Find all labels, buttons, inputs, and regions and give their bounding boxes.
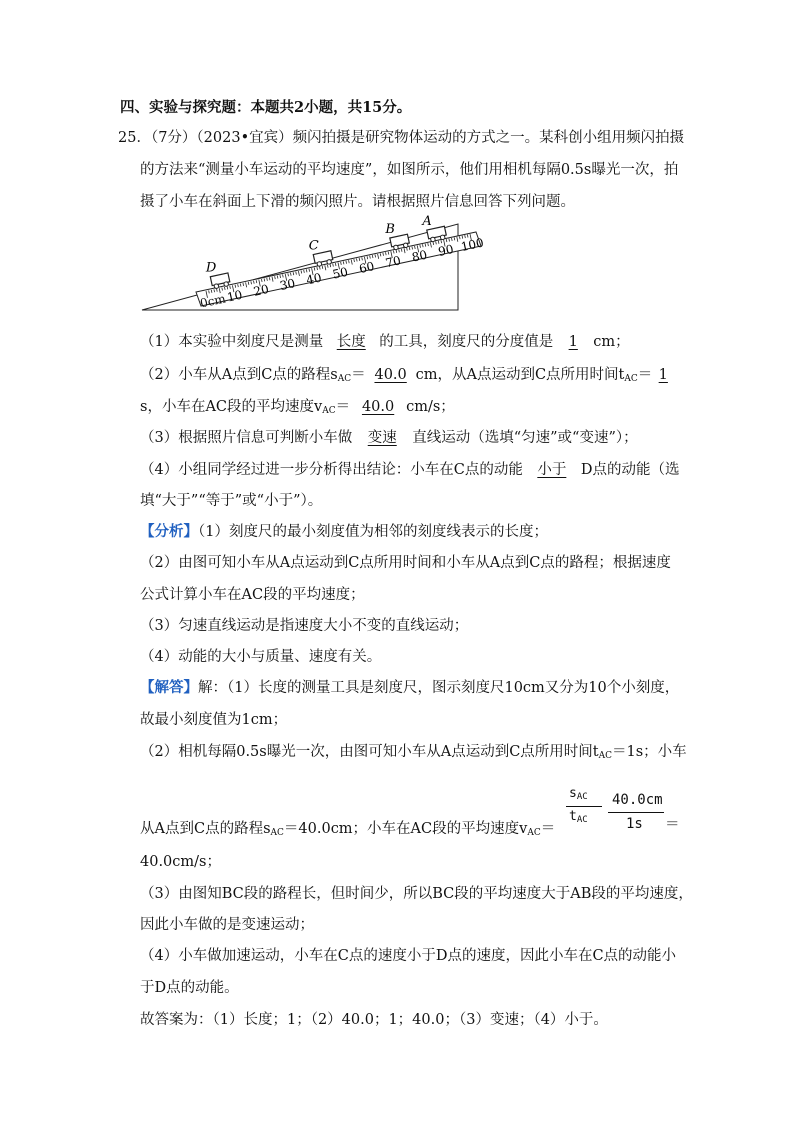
answer-blank-length: 长度: [336, 334, 366, 350]
answer-blank-speed: 40.0: [361, 399, 395, 415]
fraction-numerator-symbol: $s_{AC}$: [569, 786, 588, 802]
answer-line-9: 于D点的动能。: [140, 980, 239, 996]
ruler-label: 20: [252, 281, 271, 299]
sub-question-4: （4）小组同学经过进一步分析得出结论：小车在C点的动能 小于 D点的动能（选: [140, 462, 680, 478]
answer-line-7: 因此小车做的是变速运动；: [140, 917, 314, 933]
incline-slope: [142, 221, 458, 310]
ruler-unit: 0cm: [198, 291, 227, 311]
analysis-line-1: 【分析】（1）刻度尺的最小刻度值为相邻的刻度线表示的长度；: [140, 523, 548, 540]
analysis-line-4: （3）匀速直线运动是指速度大小不变的直线运动；: [140, 618, 469, 634]
sub-question-2: （2）小车从A点到C点的路程$s_{AC}= 40.0$ cm，从A点运动到C点所用时间$t_{AC}= 1$: [140, 365, 674, 389]
answer-blank-energy: 小于: [537, 462, 567, 478]
question-line-3: 摄了小车在斜面上下滑的频闪照片。请根据照片信息回答下列问题。: [140, 194, 575, 210]
fraction-numerator-value: 40.0cm: [612, 792, 663, 808]
fraction-denominator-symbol: $t_{AC}$: [569, 809, 588, 825]
equals-sign: ＝: [665, 817, 680, 833]
fraction-bar-1: [566, 806, 602, 807]
ruler-label: 40: [304, 270, 323, 288]
point-label-B: B: [385, 221, 395, 237]
sub-question-3: （3）根据照片信息可判断小车做 变速 直线运动（选填“匀速”或“变速”）；: [140, 430, 638, 446]
ruler-label: 10: [225, 287, 244, 305]
answer-line-6: （3）由图知BC段的路程长，但时间少，所以BC段的平均速度大于AB段的平均速度，: [140, 886, 693, 902]
answer-tag: 【解答】: [140, 679, 198, 696]
answer-blank-time: 1: [658, 367, 668, 383]
analysis-line-5: （4）动能的大小与质量、速度有关。: [140, 649, 382, 665]
analysis-line-2: （2）由图可知小车从A点运动到C点所用时间和小车从A点到C点的路程；根据速度: [140, 555, 671, 571]
fraction-denominator-value: 1s: [626, 816, 643, 832]
sub-question-2b: s，小车在AC段的平均速度$v_{AC}= 40.0$ cm/s；: [140, 399, 455, 416]
answer-line-4: 从A点到C点的路程$s_{AC}=40.0cm$；小车在AC段的平均速度$v_{AC}=$: [140, 821, 556, 838]
point-label-C: C: [308, 238, 319, 254]
final-answer: 故答案为：（1）长度；1；（2）40.0；1；40.0；（3）变速；（4）小于。: [140, 1012, 608, 1028]
question-line-1: 25．（7分）（2023•宜宾）频闪拍摄是研究物体运动的方式之一。某科创小组用频闪拍摄: [118, 130, 685, 146]
analysis-tag: 【分析】: [140, 523, 198, 540]
ruler-label: 90: [436, 241, 455, 259]
ruler-label: 70: [384, 253, 403, 271]
answer-line-5: 40.0cm/s；: [140, 854, 221, 870]
answer-blank-motion: 变速: [367, 430, 397, 446]
point-label-A: A: [422, 213, 432, 229]
ruler-label: 80: [410, 247, 429, 265]
section-title: 四、实验与探究题：本题共2小题，共15分。: [120, 99, 412, 116]
answer-blank-division: 1: [568, 334, 578, 350]
ruler-label: 60: [357, 259, 376, 277]
answer-blank-distance: 40.0: [374, 367, 407, 383]
sub-question-1: （1）本实验中刻度尺是测量 长度 的工具，刻度尺的分度值是 1 cm；: [140, 334, 630, 350]
answer-line-3: （2）相机每隔0.5s曝光一次，由图可知小车从A点运动到C点所用时间$t_{AC}=1s$；小车: [140, 744, 687, 761]
point-label-D: D: [205, 260, 217, 276]
answer-line-8: （4）小车做加速运动，小车在C点的速度小于D点的速度，因此小车在C点的动能小: [140, 948, 677, 964]
ruler-label: 50: [331, 264, 350, 282]
answer-line-1: 【解答】解：（1）长度的测量工具是刻度尺，图示刻度尺10cm又分为10个小刻度，: [140, 679, 680, 696]
analysis-line-3: 公式计算小车在AC段的平均速度；: [140, 587, 365, 603]
sub-question-4b: 填“大于”“等于”或“小于”）。: [140, 493, 323, 509]
ruler-label: 100: [459, 235, 485, 255]
answer-line-2: 故最小刻度值为1cm；: [140, 712, 288, 728]
fraction-bar-2: [608, 812, 664, 813]
question-line-2: 的方法来“测量小车运动的平均速度”，如图所示，他们用相机每隔0.5s曝光一次，拍: [140, 162, 679, 178]
incline-figure: [140, 213, 485, 320]
ruler-label: 30: [278, 276, 297, 294]
